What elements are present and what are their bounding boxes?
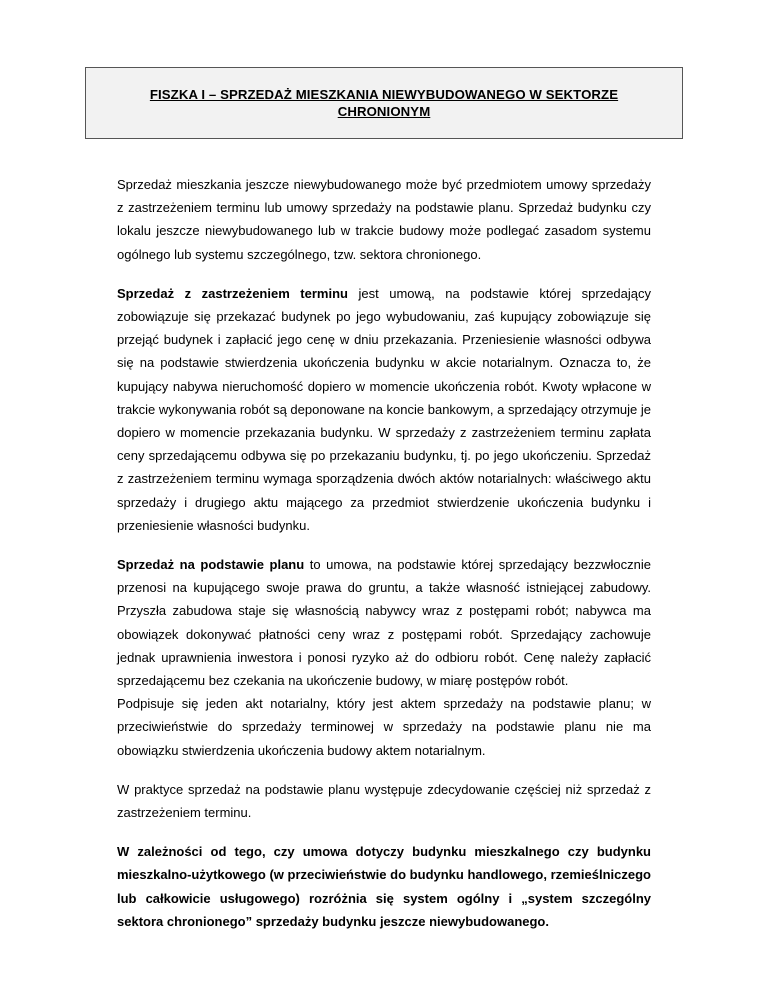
page-title: FISZKA I – SPRZEDAŻ MIESZKANIA NIEWYBUDOWANEGO W SEKTORZE CHRONIONYM <box>149 87 619 119</box>
plan-sale-heading: Sprzedaż na podstawie planu <box>117 557 305 573</box>
paragraph-practice: W praktyce sprzedaż na podstawie planu występuje zdecydowanie częściej niż sprzedaż z zastrzeżeniem terminu. <box>117 781 651 821</box>
document-body <box>117 173 651 933</box>
term-sale-text: jest umową, na podstawie której sprzedający zobowiązuje się przekazać budynek po jego wybudowaniu, zaś kupujący zobowiązuje się przejąć budynek i zapłacić jego cenę w dniu przekazania. Przeniesienie własności odbywa się na podstawie stwierdzenia ukończenia budynku w akcie notarialnym. Oznacza to, że kupujący nabywa nieruchomość dopiero w momencie ukończenia robót. Kwoty wpłacone w trakcie wykonywania robót są deponowane na koncie bankowym, a sprzedający otrzymuje je dopiero w momencie przekazania budynku. W sprzedaży z zastrzeżeniem terminu zapłata ceny sprzedającemu odbywa się po przekazaniu budynku, tj. po jego ukończeniu. Sprzedaż z zastrzeżeniem terminu wymaga sporządzenia dwóch aktów notarialnych: właściwego aktu sprzedaży i drugiego aktu mającego za przedmiot stwierdzenie ukończenia budynku i przeniesienie własności budynku. <box>117 285 652 533</box>
paragraph-systems: W zależności od tego, czy umowa dotyczy budynku mieszkalnego czy budynku mieszkalno-użytkowego (w przeciwieństwie do budynku handlowego, rzemieślniczego lub całkowicie usługowego) rozróżnia się system ogólny i „system szczególny sektora chronionego” sprzedaży budynku jeszcze niewybudowanego. <box>117 844 651 929</box>
paragraph-term-sale <box>117 282 651 537</box>
paragraph-plan-sale <box>117 553 651 692</box>
title-box <box>85 67 683 139</box>
term-sale-heading: Sprzedaż z zastrzeżeniem terminu <box>117 285 348 301</box>
paragraph-notarial-act: Podpisuje się jeden akt notarialny, który jest aktem sprzedaży na podstawie planu; w przeciwieństwie do sprzedaży terminowej w sprzedaży na podstawie planu nie ma obowiązku stwierdzenia ukończenia budowy aktem notarialnym. <box>117 696 651 758</box>
paragraph-intro: Sprzedaż mieszkania jeszcze niewybudowanego może być przedmiotem umowy sprzedaży z zastrzeżeniem terminu lub umowy sprzedaży na podstawie planu. Sprzedaż budynku czy lokalu jeszcze niewybudowanego lub w trakcie budowy może podlegać zasadom systemu ogólnego lub systemu szczególnego, tzw. sektora chronionego. <box>117 177 651 262</box>
plan-sale-text: to umowa, na podstawie której sprzedający bezzwłocznie przenosi na kupującego swoje prawa do gruntu, a także własność istniejącej zabudowy. Przyszła zabudowa staje się własnością nabywcy wraz z postępami robót; nabywca ma obowiązek dokonywać płatności ceny wraz z postępami robót. Sprzedający zachowuje jednak uprawnienia inwestora i ponosi ryzyko aż do odbioru robót. Cenę należy zapłacić sprzedającemu bez czekania na ukończenie budowy, w miarę postępów robót. <box>117 557 651 689</box>
